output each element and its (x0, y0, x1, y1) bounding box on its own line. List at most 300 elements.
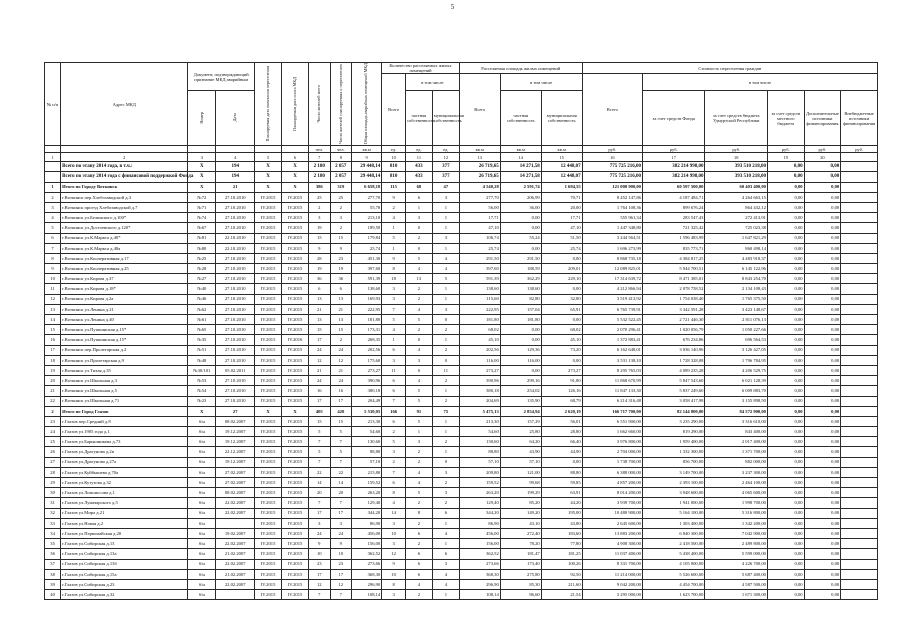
doc-date-cell: 19.12.2007 (216, 427, 255, 437)
doc-number-cell: №61 (188, 315, 216, 325)
header-units-row (45, 146, 878, 153)
count-private-cell: 2 (405, 294, 432, 304)
residents-total-cell: 24 (308, 528, 330, 538)
area-private-cell: 0,00 (500, 213, 541, 223)
planned-resettlement-cell: IV.2015 (255, 467, 282, 477)
area-municipal-cell: 211,60 (541, 579, 582, 589)
count-total-cell: 3 (382, 590, 406, 600)
area-municipal-cell: 25,74 (541, 243, 582, 253)
area-municipal-cell: 12 448,07 (541, 172, 582, 182)
doc-date-cell: 27.10.2010 (216, 345, 255, 355)
column-number: 20 (804, 153, 841, 162)
doc-date-cell: 27.02.2007 (216, 467, 255, 477)
area-private-cell: 43,10 (500, 518, 541, 528)
cost-republic-cell: 5 687 400,00 (705, 569, 767, 579)
cost-surplus-cell (841, 202, 878, 212)
doc-date-cell: 27.10.2010 (216, 335, 255, 345)
area-private-cell: 199,29 (500, 488, 541, 498)
count-private-cell: 4 (405, 467, 432, 477)
doc-date-cell: 21 (216, 182, 255, 192)
cost-republic-cell: 1 671 300,00 (705, 590, 767, 600)
doc-number-cell: б/н (188, 539, 216, 549)
residents-total-cell: 36 (308, 274, 330, 284)
total-area-cell: 55,78 (352, 202, 382, 212)
cost-local-cell: 0,00 (767, 304, 804, 314)
planned-demolition-cell: Х (282, 172, 309, 182)
total-area-cell: 263,20 (352, 488, 382, 498)
cost-local-cell: 0,00 (767, 365, 804, 375)
cost-surplus-cell (841, 315, 878, 325)
cost-local-cell: 0,00 (767, 182, 804, 192)
unit-cell (45, 146, 61, 153)
cost-extra-cell: 0,00 (804, 304, 841, 314)
area-private-cell: 2 591,74 (500, 182, 541, 192)
planned-resettlement-cell: IV.2015 (255, 590, 282, 600)
total-area-cell: 380,18 (352, 386, 382, 396)
area-private-cell: 64,20 (500, 437, 541, 447)
count-municipal-cell: 1 (432, 447, 459, 457)
cost-local-cell: 0,00 (767, 315, 804, 325)
cost-republic-cell: 2 489 800,00 (705, 539, 767, 549)
cost-local-cell: 0,00 (767, 396, 804, 406)
cost-republic-cell: 864 432,12 (705, 202, 767, 212)
unit-cell: ед. (405, 146, 432, 153)
table-row (45, 467, 878, 477)
area-private-cell: 149,20 (500, 508, 541, 518)
count-municipal-cell: 3 (432, 488, 459, 498)
row-number-cell: 15 (45, 325, 61, 335)
cost-extra-cell: 0,00 (804, 192, 841, 202)
cost-local-cell: 0,00 (767, 478, 804, 488)
cost-total-cell: 11 037 400,00 (582, 549, 642, 559)
cost-local-cell: 0,00 (767, 437, 804, 447)
cost-republic-cell: 2 464 100,00 (705, 478, 767, 488)
cost-republic-cell: 4 483 918,37 (705, 253, 767, 263)
area-municipal-cell: 66,40 (541, 437, 582, 447)
residents-to-resettle-cell: 24 (330, 345, 352, 355)
planned-demolition-cell: IV.2016 (282, 335, 309, 345)
doc-number-cell: №30/101 (188, 365, 216, 375)
row-number-cell: 21 (45, 386, 61, 396)
cost-republic-cell: 2 134 108,43 (705, 284, 767, 294)
unit-cell: руб. (582, 146, 642, 153)
cost-republic-cell: 7 042 900,00 (705, 528, 767, 538)
planned-resettlement-cell: IV.2015 (255, 569, 282, 579)
total-area-cell: 202,56 (352, 345, 382, 355)
residents-to-resettle-cell: 19 (330, 264, 352, 274)
table-row (45, 569, 878, 579)
row-number-cell: 37 (45, 559, 61, 569)
column-number: 12 (432, 153, 459, 162)
cost-extra-cell: 0,00 (804, 213, 841, 223)
cost-surplus-cell (841, 223, 878, 233)
table-row (45, 253, 878, 263)
area-municipal-cell: 63,91 (541, 488, 582, 498)
cost-total-cell: 2 704 000,00 (582, 447, 642, 457)
count-private-cell: 5 (405, 396, 432, 406)
header-column-numbers-row (45, 153, 878, 162)
unit-cell: руб. (767, 146, 804, 153)
residents-to-resettle-cell: 25 (330, 192, 352, 202)
count-municipal-cell: 2 (432, 345, 459, 355)
header-doc-group: Документ, подтверждающий признание МКД аварийным (188, 63, 255, 91)
header-residents-to-resettle: Число жителей планируемых к переселению (330, 63, 352, 146)
count-total-cell: 115 (382, 182, 406, 192)
cost-local-cell: 0,00 (767, 233, 804, 243)
doc-date-cell: 27.10.2010 (216, 386, 255, 396)
residents-to-resettle-cell: 17 (330, 508, 352, 518)
table-row (45, 396, 878, 406)
area-total-cell: 130,60 (459, 437, 500, 447)
residents-to-resettle-cell: 7 (330, 457, 352, 467)
count-total-cell: 4 (382, 498, 406, 508)
cost-local-cell: 0,00 (767, 253, 804, 263)
residents-total-cell: 12 (308, 579, 330, 589)
area-total-cell: 17,71 (459, 213, 500, 223)
area-municipal-cell: 92,50 (541, 569, 582, 579)
count-municipal-cell: 3 (432, 559, 459, 569)
cost-fund-cell: 5 847 543,60 (642, 376, 704, 386)
table-row (45, 233, 878, 243)
residents-to-resettle-cell: 7 (330, 437, 352, 447)
residents-total-cell: 24 (308, 345, 330, 355)
residents-total-cell: 14 (308, 478, 330, 488)
area-private-cell: 55,24 (500, 233, 541, 243)
row-number-cell: 26 (45, 447, 61, 457)
area-total-cell: 57,10 (459, 457, 500, 467)
area-municipal-cell: 229,10 (541, 274, 582, 284)
table-row (45, 172, 878, 182)
planned-resettlement-cell: Х (255, 162, 282, 172)
count-private-cell: 68 (405, 182, 432, 192)
area-municipal-cell: 1 694,55 (541, 182, 582, 192)
row-number-cell: 40 (45, 590, 61, 600)
count-total-cell: 3 (382, 447, 406, 457)
table-row (45, 528, 878, 538)
doc-date-cell: 27.10.2010 (216, 274, 255, 284)
cost-local-cell: 0,00 (767, 264, 804, 274)
count-private-cell: 91 (405, 406, 432, 416)
residents-to-resettle-cell: 24 (330, 376, 352, 386)
count-municipal-cell: 2 (432, 325, 459, 335)
cost-total-cell: 10 480 900,00 (582, 508, 642, 518)
cost-extra-cell: 0,00 (804, 325, 841, 335)
area-private-cell: 157,04 (500, 304, 541, 314)
total-area-cell: 451,30 (352, 253, 382, 263)
address-cell: г.Глазов пер.Средний д.8 (61, 416, 188, 426)
area-total-cell: 397,60 (459, 264, 500, 274)
header-area-breakdown: в том числе (500, 74, 582, 91)
header-total-area: Общая площадь аварийных помещений МКД (352, 63, 382, 146)
residents-to-resettle-cell: 21 (330, 365, 352, 375)
cost-surplus-cell (841, 213, 878, 223)
cost-surplus-cell (841, 518, 878, 528)
row-number-cell: 34 (45, 528, 61, 538)
header-cost-group: Стоимость переселения граждан (582, 63, 877, 74)
area-total-cell: 181,80 (459, 315, 500, 325)
column-number: 18 (705, 153, 767, 162)
cost-local-cell: 0,00 (767, 243, 804, 253)
planned-demolition-cell: IV.2015 (282, 457, 309, 467)
doc-number-cell: №46 (188, 294, 216, 304)
count-total-cell: 7 (382, 467, 406, 477)
count-municipal-cell: 4 (432, 569, 459, 579)
doc-number-cell: б/н (188, 467, 216, 477)
area-total-cell: 88,80 (459, 447, 500, 457)
cost-surplus-cell (841, 528, 878, 538)
count-private-cell: 2 (405, 457, 432, 467)
cost-total-cell: 1 764 108,36 (582, 202, 642, 212)
column-number: 4 (216, 153, 255, 162)
doc-date-cell: 27.10.2010 (216, 294, 255, 304)
planned-resettlement-cell: IV.2015 (255, 437, 282, 447)
count-municipal-cell: 3 (432, 467, 459, 477)
address-cell: г.Воткинск проезд Хлебозаводской д.7 (61, 202, 188, 212)
table-row (45, 406, 878, 416)
cost-surplus-cell (841, 325, 878, 335)
column-number: 10 (382, 153, 406, 162)
residents-total-cell: 7 (308, 457, 330, 467)
count-private-cell: 4 (405, 478, 432, 488)
doc-number-cell: б/н (188, 488, 216, 498)
row-number-cell: 5 (45, 223, 61, 233)
cost-total-cell: 1 447 348,80 (582, 223, 642, 233)
doc-date-cell: 22.02.2007 (216, 498, 255, 508)
area-total-cell: 86,90 (459, 518, 500, 528)
cost-extra-cell: 0,00 (804, 478, 841, 488)
cost-surplus-cell (841, 274, 878, 284)
total-area-cell: 397,60 (352, 264, 382, 274)
table-row (45, 355, 878, 365)
cost-fund-cell: 721 325,42 (642, 223, 704, 233)
count-total-cell: 10 (382, 528, 406, 538)
count-total-cell: 1 (382, 223, 406, 233)
header-cost-extra: Дополнительные источники финансирования (804, 91, 841, 146)
cost-extra-cell: 0,00 (804, 528, 841, 538)
row-number-cell: 9 (45, 264, 61, 274)
residents-total-cell: 23 (308, 559, 330, 569)
total-area-cell: 5 530,05 (352, 406, 382, 416)
total-area-cell: 6 658,18 (352, 182, 382, 192)
count-municipal-cell: 4 (432, 528, 459, 538)
cost-republic-cell: 843 400,00 (705, 427, 767, 437)
residents-to-resettle-cell: 2 (330, 335, 352, 345)
address-cell: г.Глазов ул.Драгунова д.27а (61, 457, 188, 467)
area-private-cell: 272,40 (500, 528, 541, 538)
count-total-cell: 4 (382, 325, 406, 335)
cost-local-cell: 0,00 (767, 416, 804, 426)
planned-demolition-cell: IV.2015 (282, 467, 309, 477)
row-number-cell: 28 (45, 467, 61, 477)
cost-total-cell: 6 214 316,48 (582, 396, 642, 406)
cost-total-cell: 6 765 739,91 (582, 304, 642, 314)
cost-surplus-cell (841, 559, 878, 569)
column-number: 11 (405, 153, 432, 162)
row-number-cell: 23 (45, 416, 61, 426)
doc-number-cell: б/н (188, 528, 216, 538)
planned-demolition-cell: IV.2015 (282, 315, 309, 325)
count-municipal-cell: 3 (432, 233, 459, 243)
planned-resettlement-cell: IV.2015 (255, 386, 282, 396)
area-municipal-cell: 12 448,07 (541, 162, 582, 172)
area-municipal-cell: 17,71 (541, 213, 582, 223)
doc-number-cell: б/н (188, 457, 216, 467)
cost-total-cell: 3 519 413,92 (582, 294, 642, 304)
header-cost-fund: за счет средств Фонда (642, 91, 704, 146)
area-private-cell: 116,00 (500, 355, 541, 365)
cost-republic-cell: 1 050 227,66 (705, 325, 767, 335)
area-municipal-cell: 32,80 (541, 294, 582, 304)
cost-local-cell: 0,00 (767, 213, 804, 223)
address-cell: г.Глазов ул.Новая д.2 (61, 518, 188, 528)
doc-date-cell: 19.12.2007 (216, 457, 255, 467)
cost-extra-cell: 0,00 (804, 376, 841, 386)
area-total-cell: 115,60 (459, 294, 500, 304)
header-area-total: Всего (459, 74, 500, 146)
total-area-cell: 273,27 (352, 365, 382, 375)
cost-total-cell: 6 551 900,00 (582, 416, 642, 426)
address-cell: г.Глазов ул.Куйбышева д.70а (61, 467, 188, 477)
cost-total-cell: 6 162 648,01 (582, 345, 642, 355)
address-cell: г.Глазов ул.Мира д.21 (61, 508, 188, 518)
cost-fund-cell: 5 438 400,00 (642, 549, 704, 559)
planned-resettlement-cell: IV.2015 (255, 427, 282, 437)
residents-total-cell: 25 (308, 192, 330, 202)
address-cell: г.Воткинск ул.К.Маркса д.40* (61, 233, 188, 243)
area-total-cell: 129,40 (459, 498, 500, 508)
cost-local-cell: 0,00 (767, 467, 804, 477)
residents-total-cell: 15 (308, 416, 330, 426)
area-municipal-cell: 91,80 (541, 376, 582, 386)
cost-extra-cell: 0,00 (804, 264, 841, 274)
residents-total-cell: 2 180 (308, 162, 330, 172)
cost-fund-cell: 1 623 700,00 (642, 590, 704, 600)
header-area-group: Расселяемая площадь жилых помещений (459, 63, 582, 74)
cost-total-cell: 11 847 133,30 (582, 386, 642, 396)
total-area-cell: 222,95 (352, 304, 382, 314)
table-header (45, 63, 878, 162)
cost-fund-cell: 382 214 998,00 (642, 162, 704, 172)
doc-number-cell: Х (188, 182, 216, 192)
cost-extra-cell: 0,00 (804, 223, 841, 233)
count-total-cell: 12 (382, 549, 406, 559)
cost-local-cell: 0,00 (767, 274, 804, 284)
area-municipal-cell: 0,00 (541, 315, 582, 325)
cost-surplus-cell (841, 539, 878, 549)
doc-number-cell: б/н (188, 447, 216, 457)
total-area-cell: 57,10 (352, 457, 382, 467)
cost-fund-cell: 1 596 483,99 (642, 233, 704, 243)
row-number-cell: 4 (45, 213, 61, 223)
planned-demolition-cell: IV.2015 (282, 264, 309, 274)
cost-surplus-cell (841, 365, 878, 375)
cost-total-cell: 4 857 200,00 (582, 478, 642, 488)
count-total-cell: 14 (382, 508, 406, 518)
cost-fund-cell: 3 235 290,00 (642, 416, 704, 426)
address-cell: г.Воткинск ул.Кирова д.37 (61, 274, 188, 284)
doc-date-cell (216, 518, 255, 528)
row-number-cell: 3 (45, 202, 61, 212)
table-row (45, 559, 878, 569)
table-row (45, 243, 878, 253)
count-private-cell: 5 (405, 488, 432, 498)
area-private-cell: 121,00 (500, 467, 541, 477)
cost-fund-cell: 4 089 235,28 (642, 365, 704, 375)
count-total-cell: 6 (382, 386, 406, 396)
cost-surplus-cell (841, 192, 878, 202)
cost-republic-cell: 2 811 076,13 (705, 315, 767, 325)
count-municipal-cell: 1 (432, 213, 459, 223)
column-number: 9 (352, 153, 382, 162)
planned-demolition-cell: IV.2015 (282, 213, 309, 223)
area-private-cell: 36,00 (500, 202, 541, 212)
residents-to-resettle-cell: 20 (330, 488, 352, 498)
doc-number-cell: б/н (188, 478, 216, 488)
count-municipal-cell: 1 (432, 294, 459, 304)
count-municipal-cell: 4 (432, 253, 459, 263)
address-cell: г.Глазов ул.Кутузова д.32 (61, 478, 188, 488)
count-municipal-cell: 1 (432, 427, 459, 437)
count-private-cell: 8 (405, 508, 432, 518)
table-row (45, 304, 878, 314)
area-municipal-cell: 59,85 (541, 478, 582, 488)
cost-surplus-cell (841, 508, 878, 518)
header-area-private: частная собственность (500, 91, 541, 146)
planned-demolition-cell: IV.2015 (282, 223, 309, 233)
row-number-cell: 30 (45, 488, 61, 498)
area-total-cell: 26 719,65 (459, 162, 500, 172)
cost-extra-cell: 0,00 (804, 284, 841, 294)
cost-local-cell: 0,00 (767, 457, 804, 467)
header-doc-number: Номер (188, 91, 216, 146)
doc-date-cell: 27.10.2010 (216, 304, 255, 314)
planned-resettlement-cell: IV.2015 (255, 365, 282, 375)
count-private-cell: 1 (405, 202, 432, 212)
cost-republic-cell: 272 413,91 (705, 213, 767, 223)
cost-total-cell: 166 717 700,00 (582, 406, 642, 416)
count-municipal-cell: 75 (432, 406, 459, 416)
planned-demolition-cell: Х (282, 182, 309, 192)
residents-to-resettle-cell: 24 (330, 528, 352, 538)
planned-resettlement-cell: IV.2015 (255, 315, 282, 325)
count-private-cell: 5 (405, 386, 432, 396)
cost-total-cell: 8 868 735,18 (582, 253, 642, 263)
cost-total-cell: 3 976 800,00 (582, 437, 642, 447)
planned-resettlement-cell: IV.2015 (255, 457, 282, 467)
area-municipal-cell: 126,16 (541, 386, 582, 396)
column-number: 19 (767, 153, 804, 162)
doc-date-cell: 08.02.2007 (216, 488, 255, 498)
cost-local-cell: 0,00 (767, 427, 804, 437)
doc-date-cell: 27.10.2010 (216, 376, 255, 386)
address-cell: г.Воткинск ул.Школьная д.71 (61, 396, 188, 406)
table-row (45, 223, 878, 233)
planned-resettlement-cell: IV.2015 (255, 325, 282, 335)
unit-cell (61, 146, 188, 153)
cost-surplus-cell (841, 579, 878, 589)
doc-date-cell: 22.10.2010 (216, 233, 255, 243)
row-number-cell: 2 (45, 192, 61, 202)
total-area-cell: 179,84 (352, 233, 382, 243)
count-total-cell: 2 (382, 202, 406, 212)
table-row (45, 498, 878, 508)
cost-republic-cell: 3 423 148,67 (705, 304, 767, 314)
area-municipal-cell: 56,01 (541, 416, 582, 426)
total-area-cell: 204,49 (352, 396, 382, 406)
count-private-cell: 2 (405, 284, 432, 294)
row-number-cell (45, 172, 61, 182)
area-total-cell: 344,20 (459, 508, 500, 518)
